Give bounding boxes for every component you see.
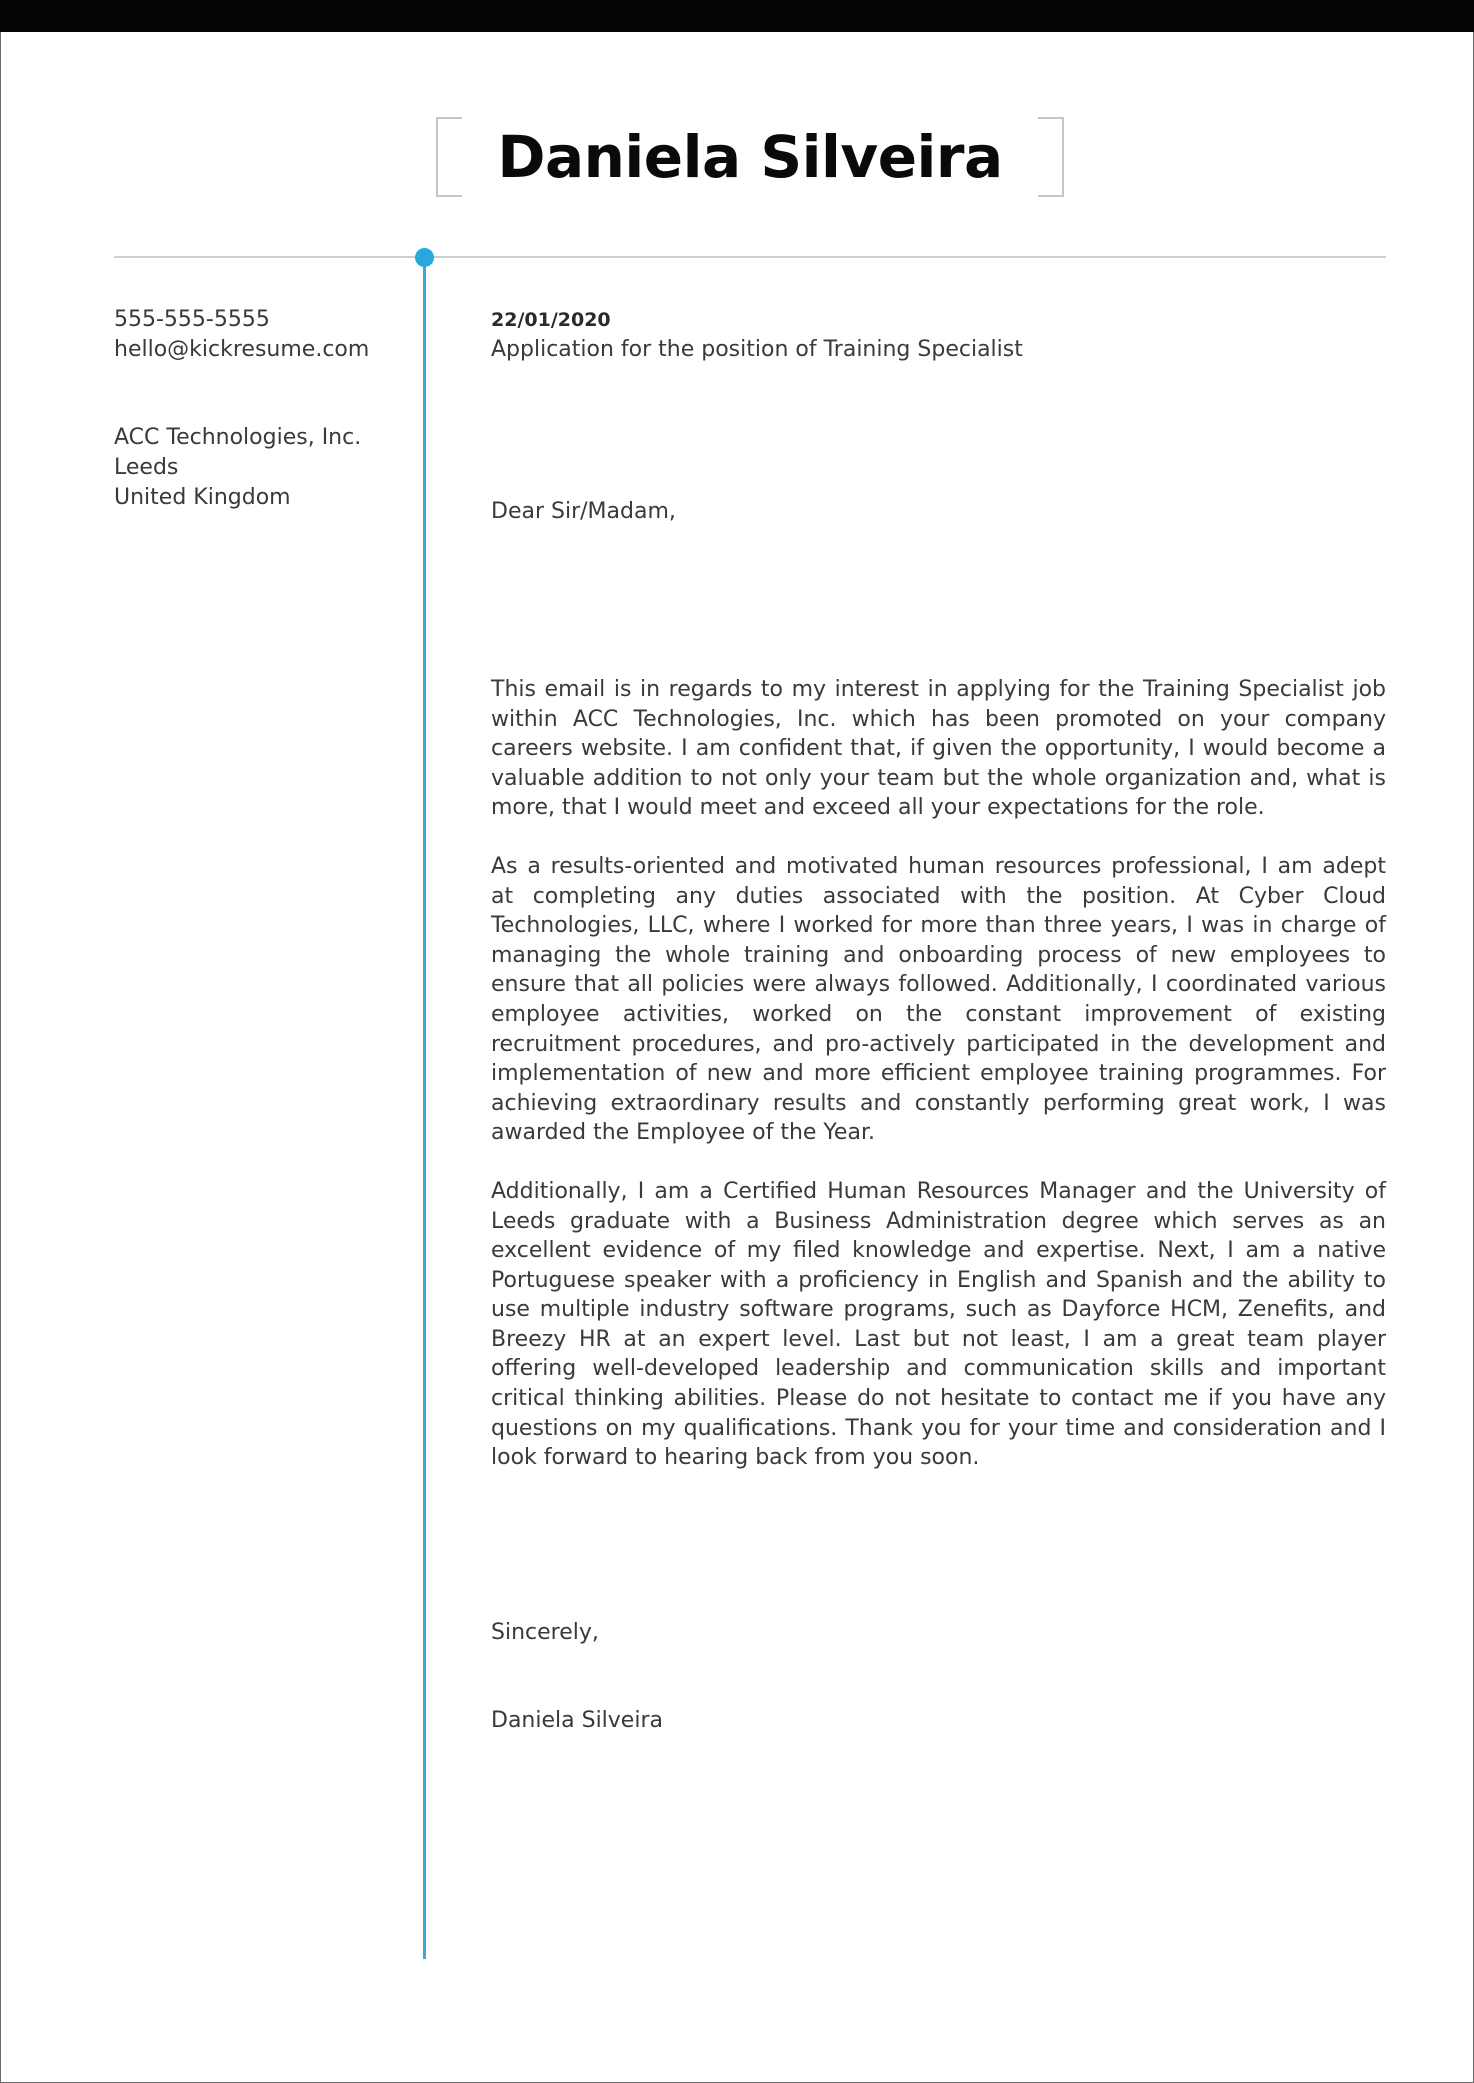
salutation: Dear Sir/Madam, <box>491 499 676 524</box>
timeline-dot <box>415 248 434 267</box>
recipient-city: Leeds <box>114 455 179 480</box>
name-bracket-left <box>436 117 462 197</box>
recipient-address <box>114 423 404 513</box>
phone-number: 555-555-5555 <box>114 307 270 332</box>
recipient-country: United Kingdom <box>114 485 291 510</box>
top-bar <box>0 0 1474 32</box>
signature-name: Daniela Silveira <box>491 1707 663 1733</box>
name-bracket-right <box>1038 117 1064 197</box>
closing: Sincerely, <box>491 1619 599 1645</box>
body-paragraph-3: Additionally, I am a Certified Human Resources Manager and the University of Leeds graduate with a Business Administration degree which serves as an excellent evidence of my filed knowledge and expertise. Next, I am a native Portuguese speaker with a proficiency in English and Spanish and the ability to use multiple industry software programs, such as Dayforce HCM, Zenefits, and Breezy HR at an expert level. Last but not least, I am a great team player offering well-developed leadership and communication skills and important critical thinking abilities. Please do not hesitate to contact me if you have any questions on my qualifications. Thank you for your time and consideration and I look forward to hearing back from you soon. <box>491 1178 1386 1471</box>
email-address: hello@kickresume.com <box>114 337 370 362</box>
letter-body <box>491 305 1386 1736</box>
letter-date: 22/01/2020 <box>491 309 611 331</box>
candidate-name: Daniela Silveira <box>497 123 1003 191</box>
header-divider <box>114 256 1386 258</box>
recipient-company: ACC Technologies, Inc. <box>114 425 362 450</box>
letter-subject: Application for the position of Training Specialist <box>491 337 1023 362</box>
contact-sidebar <box>114 305 404 513</box>
body-paragraph-2: As a results-oriented and motivated human resources professional, I am adept at completing any duties associated with the position. At Cyber Cloud Technologies, LLC, where I worked for more than three years, I was in charge of managing the whole training and onboarding process of new employees to ensure that all policies were always followed. Additionally, I coordinated various employee activities, worked on the constant improvement of existing recruitment procedures, and pro-actively participated in the development and implementation of new and more efficient employee training programmes. For achieving extraordinary results and constantly performing great work, I was awarded the Employee of the Year. <box>491 853 1386 1146</box>
body-paragraph-1: This email is in regards to my interest in applying for the Training Specialist job within ACC Technologies, Inc. which has been promoted on your company careers website. I am confident that, if given the opportunity, I would become a valuable addition to not only your team but the whole organization and, what is more, that I would meet and exceed all your expectations for the role. <box>491 677 1386 821</box>
timeline-line <box>423 257 426 1959</box>
